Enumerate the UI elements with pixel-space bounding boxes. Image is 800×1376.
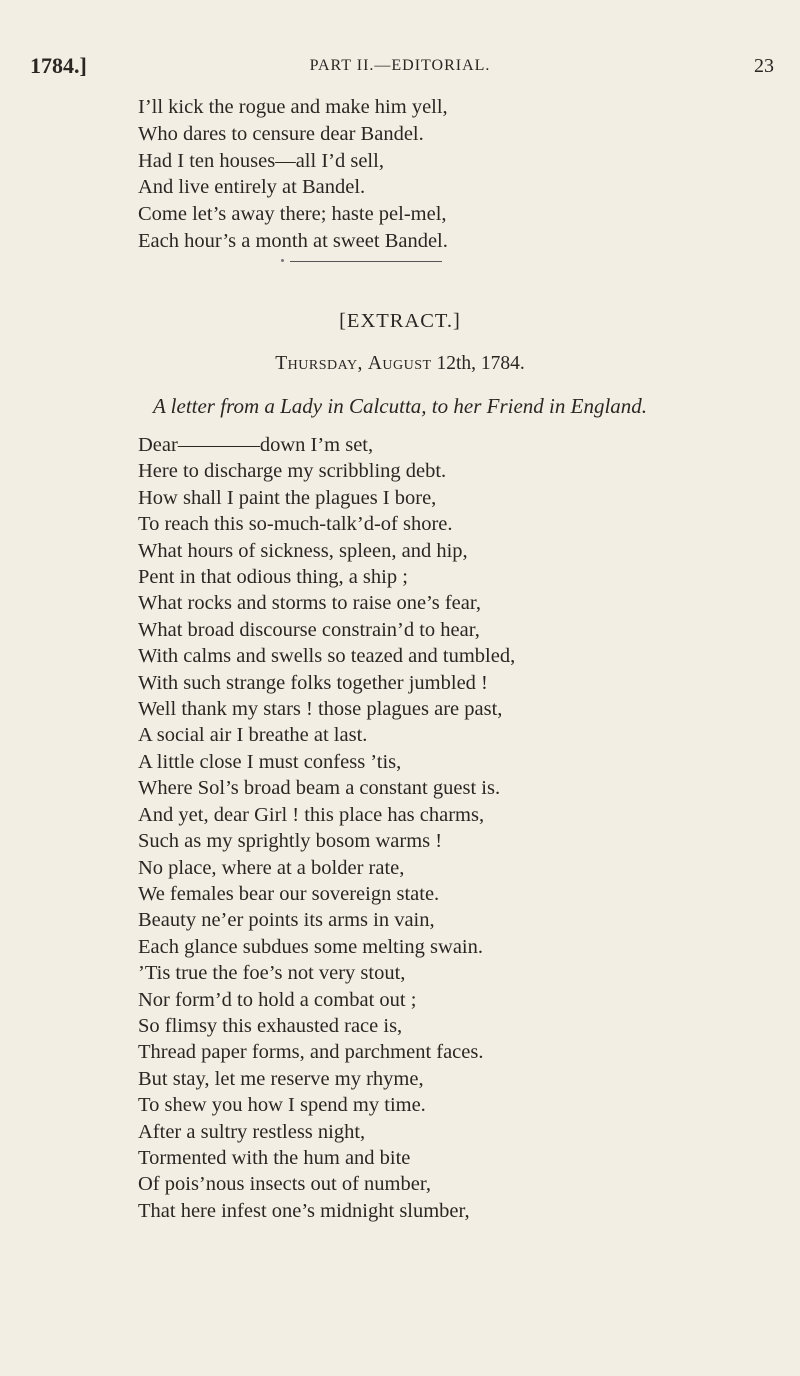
ornament-dot <box>281 259 284 262</box>
letter-line: But stay, let me reserve my rhyme, <box>138 1067 424 1090</box>
letter-line: Of pois’nous insects out of number, <box>138 1173 431 1196</box>
letter-line: With calms and swells so teazed and tumbled, <box>138 645 516 668</box>
verse-line: Who dares to censure dear Bandel. <box>138 122 424 145</box>
letter-line: No place, where at a bolder rate, <box>138 856 405 879</box>
running-head-year: 1784.] <box>30 53 87 78</box>
letter-line: Well thank my stars ! those plagues are past, <box>138 698 503 721</box>
verse-line: I’ll kick the rogue and make him yell, <box>138 96 448 118</box>
letter-subtitle: A letter from a Lady in Calcutta, to her Friend in England. <box>152 394 648 418</box>
extract-heading: [EXTRACT.] <box>339 310 461 332</box>
letter-line: Pent in that odious thing, a ship ; <box>138 566 408 589</box>
verse-line: Come let’s away there; haste pel-mel, <box>138 203 447 226</box>
dateline-day: Thursday, <box>275 353 363 374</box>
letter-line: Here to discharge my scribbling debt. <box>138 460 447 483</box>
letter-line: To reach this so-much-talk’d-of shore. <box>138 513 453 536</box>
running-head-title: PART II.—EDITORIAL. <box>309 57 491 74</box>
page-number: 23 <box>754 55 774 77</box>
letter-line: That here infest one’s midnight slumber, <box>138 1199 470 1222</box>
letter-line: What broad discourse constrain’d to hear, <box>138 618 480 641</box>
letter-line: Nor form’d to hold a combat out ; <box>138 988 417 1011</box>
verse-line: Each hour’s a month at sweet Bandel. <box>138 229 448 252</box>
letter-line: A social air I breathe at last. <box>138 724 368 747</box>
letter-line: So flimsy this exhausted race is, <box>138 1014 403 1037</box>
letter-line: What hours of sickness, spleen, and hip, <box>138 539 468 562</box>
dateline <box>0 353 800 375</box>
letter-line: And yet, dear Girl ! this place has charms, <box>138 803 485 826</box>
letter-line: Each glance subdues some melting swain. <box>138 935 483 958</box>
letter-line: To shew you how I spend my time. <box>138 1094 426 1117</box>
letter-line: With such strange folks together jumbled ! <box>138 671 488 694</box>
letter-poem <box>138 432 515 1224</box>
letter-line: After a sultry restless night, <box>138 1120 366 1143</box>
dateline-month: August <box>367 353 432 374</box>
letter-line: How shall I paint the plagues I bore, <box>138 486 437 509</box>
letter-line: What rocks and storms to raise one’s fear, <box>138 592 482 615</box>
letter-line: Thread paper forms, and parchment faces. <box>138 1041 484 1064</box>
letter-line: Where Sol’s broad beam a constant guest is. <box>138 777 501 800</box>
section-divider <box>290 261 442 262</box>
letter-line: A little close I must confess ’tis, <box>138 750 402 773</box>
letter-line: Tormented with the hum and bite <box>138 1146 411 1169</box>
poem-stanza-top <box>138 94 448 255</box>
letter-line: We females bear our sovereign state. <box>138 882 440 905</box>
letter-line: Dear————down I’m set, <box>138 434 374 456</box>
verse-line: Had I ten houses—all I’d sell, <box>138 149 384 172</box>
verse-line: And live entirely at Bandel. <box>138 176 366 199</box>
dateline-date: 12th, 1784. <box>436 353 525 374</box>
letter-line: Beauty ne’er points its arms in vain, <box>138 909 435 932</box>
letter-line: ’Tis true the foe’s not very stout, <box>138 962 406 985</box>
letter-line: Such as my sprightly bosom warms ! <box>138 830 443 853</box>
